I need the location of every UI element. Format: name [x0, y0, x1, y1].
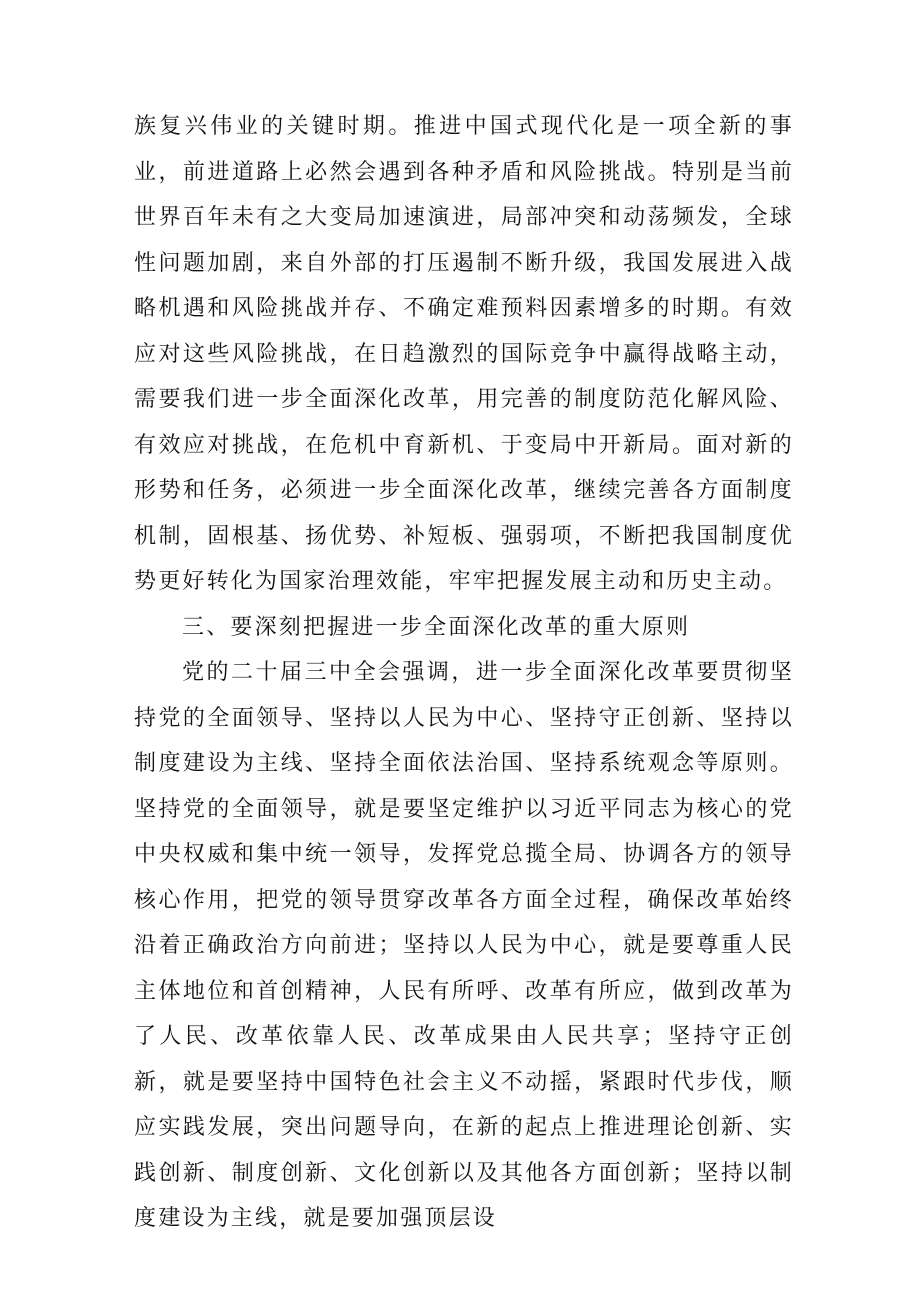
section-heading: 三、要深刻把握进一步全面深化改革的重大原则: [182, 614, 691, 640]
paragraph-principles: 党的二十届三中全会强调，进一步全面深化改革要贯彻坚持党的全面领导、坚持以人民为中心、坚持守正创新、坚持以制度建设为主线、坚持全面依法治国、坚持系统观念等原则。坚持党的全面领导，就是要坚定维护以习近平同志为核心的党中央权威和集中统一领导，发挥党总揽全局、协调各方的领导核心作用，把党的领导贯穿改革各方面全过程，确保改革始终沿着正确政治方向前进；坚持以人民为中心，就是要尊重人民主体地位和首创精神，人民有所呼、改革有所应，做到改革为了人民、改革依靠人民、改革成果由人民共享；坚持守正创新，就是要坚持中国特色社会主义不动摇，紧跟时代步伐，顺应实践发展，突出问题导向，在新的起点上推进理论创新、实践创新、制度创新、文化创新以及其他各方面创新；坚持以制度建设为主线，就是要加强顶层设: [134, 660, 794, 1231]
document-body: [134, 104, 794, 1242]
paragraph-continued: 族复兴伟业的关键时期。推进中国式现代化是一项全新的事业，前进道路上必然会遇到各种矛盾和风险挑战。特别是当前世界百年未有之大变局加速演进，局部冲突和动荡频发，全球性问题加剧，来自外部的打压遏制不断升级，我国发展进入战略机遇和风险挑战并存、不确定难预料因素增多的时期。有效应对这些风险挑战，在日趋激烈的国际竞争中赢得战略主动，需要我们进一步全面深化改革，用完善的制度防范化解风险、有效应对挑战，在危机中育新机、于变局中开新局。面对新的形势和任务，必须进一步全面深化改革，继续完善各方面制度机制，固根基、扬优势、补短板、强弱项，不断把我国制度优势更好转化为国家治理效能，牢牢把握发展主动和历史主动。: [134, 114, 794, 594]
